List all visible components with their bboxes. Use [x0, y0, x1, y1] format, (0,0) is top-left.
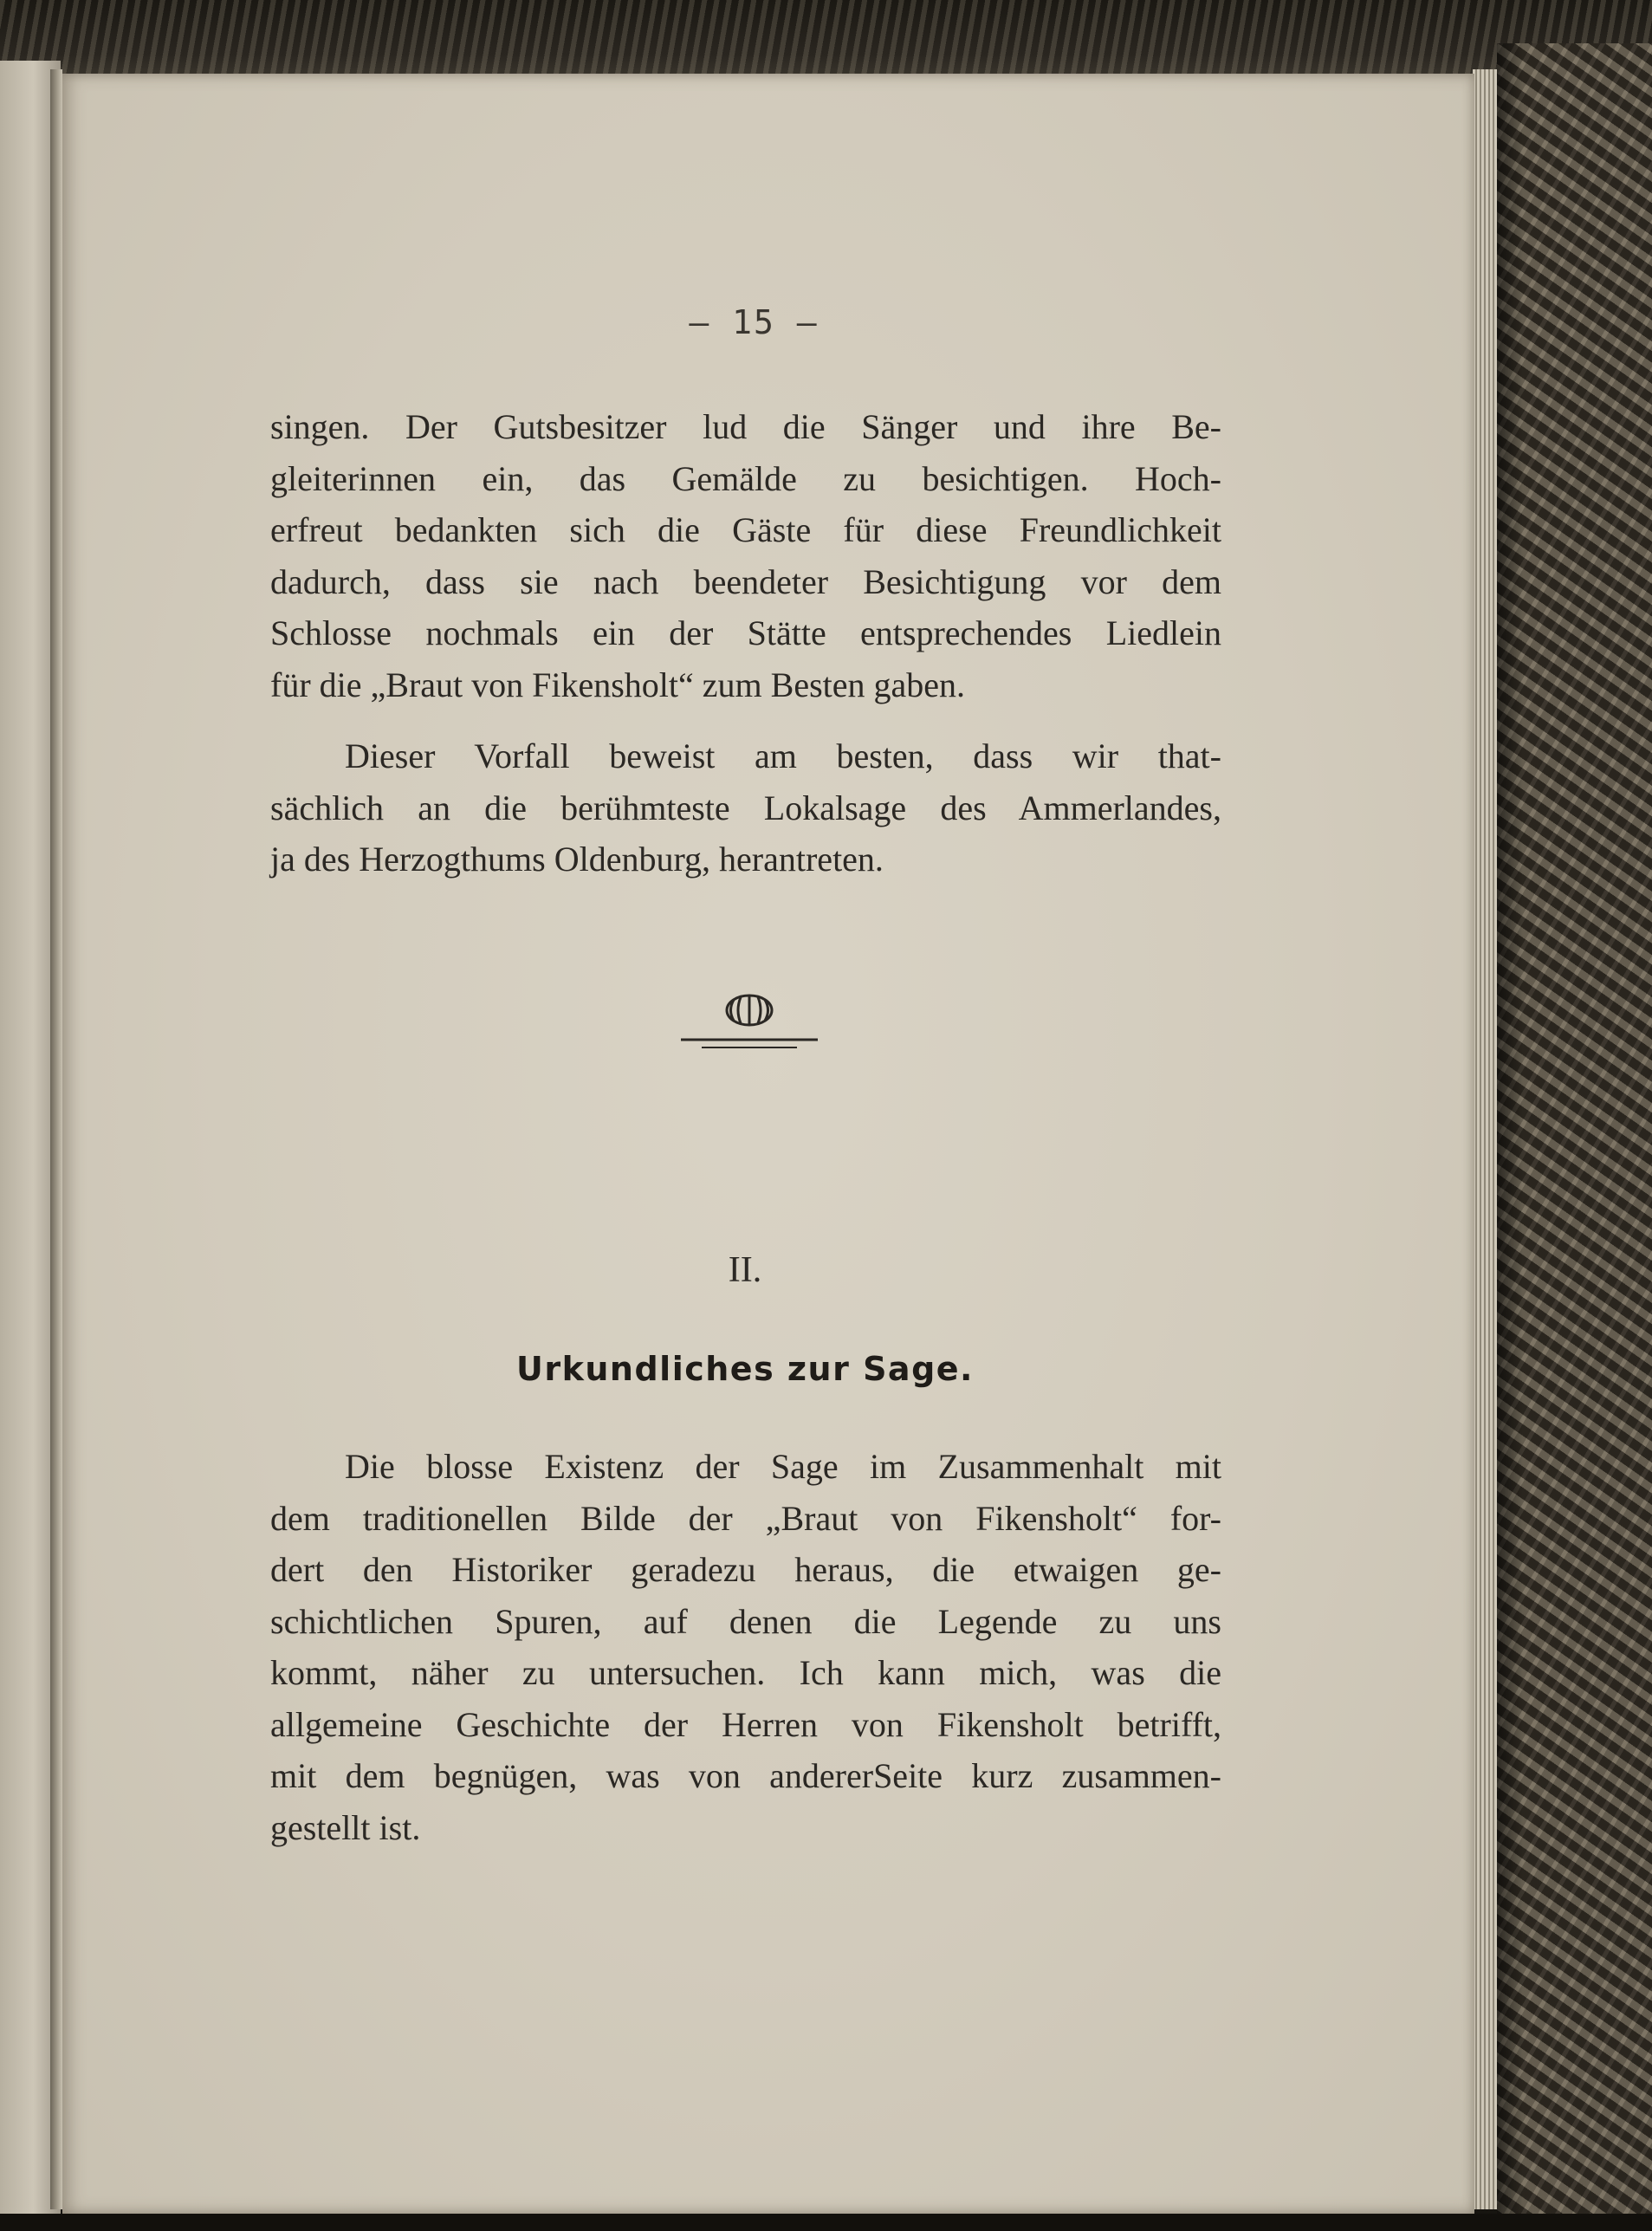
text-line: erfreut bedankten sich die Gäste für diese Freundlichkeit — [270, 510, 1221, 549]
paragraph-3 — [270, 1441, 1221, 1853]
bottom-book-edge — [0, 2214, 1652, 2231]
text-line: singen. Der Gutsbesitzer lud die Sänger und ihre Be- — [270, 407, 1221, 446]
text-line: kommt, näher zu untersuchen. Ich kann mich, was die — [270, 1653, 1221, 1692]
ornament-divider-icon — [676, 989, 823, 1067]
text-line: sächlich an die berühmteste Lokalsage des Ammerlandes, — [270, 788, 1221, 827]
text-line: ja des Herzogthums Oldenburg, herantreten. — [270, 840, 884, 879]
page-stack-edge — [1473, 69, 1497, 2209]
text-line: mit dem begnügen, was von andererSeite kurz zusammen- — [270, 1756, 1221, 1795]
book-gutter — [50, 69, 62, 2209]
text-line: für die „Braut von Fikensholt“ zum Besten gaben. — [270, 665, 966, 704]
text-line: schichtlichen Spuren, auf denen die Legende zu uns — [270, 1601, 1221, 1641]
book-page — [62, 74, 1474, 2214]
text-line: Die blosse Existenz der Sage im Zusammenhalt mit — [345, 1447, 1221, 1486]
text-line: dert den Historiker geradezu heraus, die etwaigen ge- — [270, 1550, 1221, 1589]
section-title: Urkundliches zur Sage. — [516, 1350, 974, 1388]
page-number: — 15 — — [689, 303, 819, 341]
paragraph-2 — [270, 730, 1221, 885]
text-line: dem traditionellen Bilde der „Braut von Fikensholt“ for- — [270, 1498, 1221, 1538]
text-line: Schlosse nochmals ein der Stätte entsprechendes Liedlein — [270, 613, 1221, 652]
text-line: gestellt ist. — [270, 1807, 421, 1847]
text-line: allgemeine Geschichte der Herren von Fikensholt betrifft, — [270, 1704, 1221, 1744]
text-line: gleiterinnen ein, das Gemälde zu besichtigen. Hoch- — [270, 458, 1221, 498]
text-line: dadurch, dass sie nach beendeter Besichtigung vor dem — [270, 561, 1221, 601]
cover-shadow — [1497, 43, 1523, 2231]
text-line: Dieser Vorfall beweist am besten, dass wir that- — [345, 736, 1221, 775]
section-numeral: II. — [728, 1250, 762, 1290]
paragraph-1 — [270, 401, 1221, 710]
